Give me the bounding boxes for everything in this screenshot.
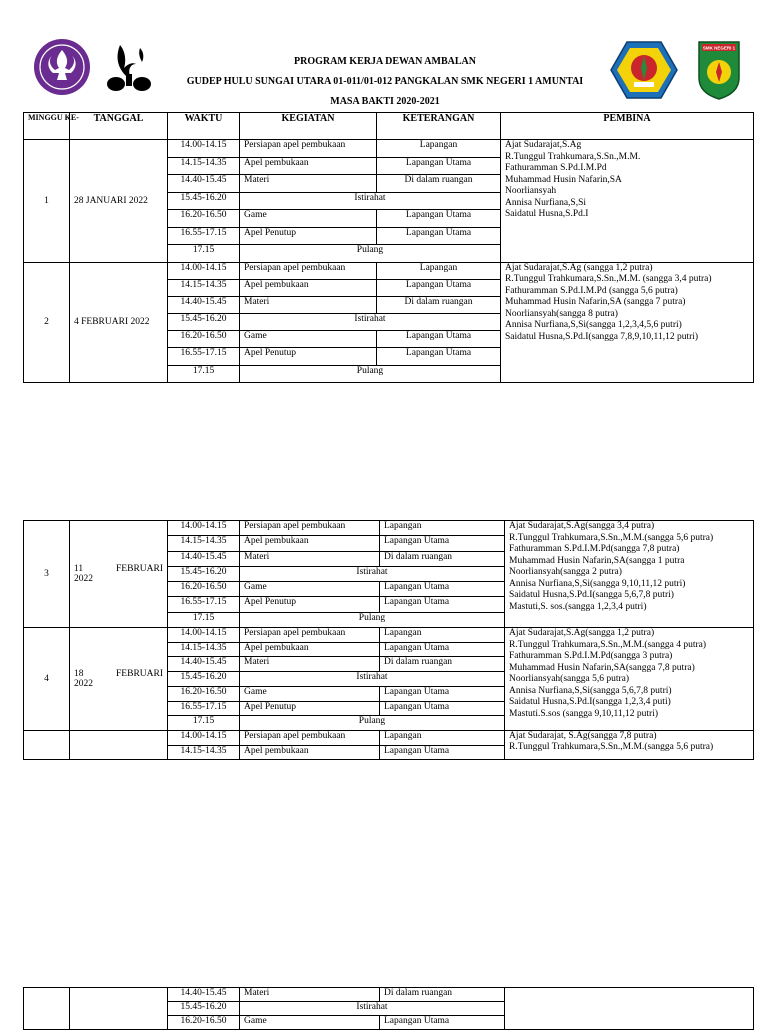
time-cell: 14.40-15.45: [168, 551, 240, 566]
table-row: [24, 988, 754, 1002]
pembina-cell: [505, 628, 754, 731]
pembina-name: Annisa Nurfiana,S,Si(sangga 5,6,7,8 putri): [509, 685, 672, 696]
pembina-cell: [501, 262, 754, 382]
week-number: [24, 730, 70, 759]
activity-cell: Apel pembukaan: [240, 642, 380, 657]
activity-cell: Apel pembukaan: [240, 279, 377, 296]
column-header-waktu: WAKTU: [168, 113, 240, 140]
week-date: [70, 628, 168, 731]
time-cell: 15.45-16.20: [168, 1002, 240, 1016]
pembina-name: Ajat Sudarajat,S.Ag(sangga 1,2 putra): [509, 628, 655, 639]
pembina-name: Mastuti.S.sos (sangga 9,10,11,12 putri): [509, 708, 659, 719]
time-cell: 14.15-14.35: [168, 279, 240, 296]
time-cell: 14.15-14.35: [168, 536, 240, 551]
activity-cell: Apel pembukaan: [240, 157, 377, 175]
activity-cell: Persiapan apel pembukaan: [240, 140, 377, 158]
activity-cell: Apel Penutup: [240, 227, 377, 245]
activity-cell: Persiapan apel pembukaan: [240, 628, 380, 643]
note-cell: Di dalam ruangan: [377, 296, 501, 313]
week-number: 4: [24, 628, 70, 731]
activity-cell: Apel pembukaan: [240, 745, 380, 760]
column-header-tanggal: TANGGAL: [70, 113, 168, 140]
note-cell: Lapangan: [380, 521, 505, 536]
merged-activity-cell: Pulang: [240, 716, 505, 731]
time-cell: 14.15-14.35: [168, 157, 240, 175]
pembina-name: Fathuramman S.Pd.I.M.Pd(sangga 7,8 putra): [509, 544, 680, 554]
week-number: [24, 988, 70, 1030]
time-cell: 17.15: [168, 612, 240, 627]
note-cell: Lapangan Utama: [377, 331, 501, 348]
table-header-row: [24, 113, 754, 140]
week-date: [70, 988, 168, 1030]
note-cell: Lapangan Utama: [377, 210, 501, 228]
column-header-keterangan: KETERANGAN: [377, 113, 501, 140]
pembina-name: Noorliansyah(sangga 2 putra): [509, 567, 622, 577]
title-line-3: MASA BAKTI 2020-2021: [330, 96, 440, 107]
week-date-line: [74, 564, 163, 574]
time-cell: 14.00-14.15: [168, 140, 240, 158]
pembina-name: R.Tunggul Trahkumara,S.Sn.,M.M.: [505, 151, 641, 162]
pembina-name: Annisa Nurfiana,S,Si(sangga 9,10,11,12 putri): [509, 578, 686, 589]
pembina-name: Muhammad Husin Nafarin,SA (sangga 7 putra): [505, 297, 686, 307]
smk-negeri-1-emblem-icon: [695, 40, 743, 100]
note-cell: Lapangan: [380, 628, 505, 643]
week-date-month: FEBRUARI: [116, 668, 163, 679]
time-cell: 14.15-14.35: [168, 642, 240, 657]
pembina-name: Ajat Sudarajat, S.Ag(sangga 7,8 putra): [509, 730, 657, 741]
activity-cell: Materi: [240, 988, 380, 1002]
time-cell: 16.20-16.50: [168, 210, 240, 228]
pembina-name: Noorliansyah(sangga 8 putra): [505, 308, 618, 319]
time-cell: 17.15: [168, 365, 240, 382]
note-cell: Lapangan: [380, 730, 505, 745]
time-cell: 16.20-16.50: [168, 1016, 240, 1030]
time-cell: 14.40-15.45: [168, 175, 240, 193]
note-cell: Lapangan Utama: [377, 157, 501, 175]
week-date-day: 11: [74, 564, 84, 575]
pembina-name: Noorliansyah(sangga 5,6 putra): [509, 674, 630, 685]
regency-emblem-icon: [610, 40, 678, 100]
time-cell: 16.20-16.50: [168, 331, 240, 348]
title-line-2: GUDEP HULU SUNGAI UTARA 01-011/01-012 PANGKALAN SMK NEGERI 1 AMUNTAI: [186, 76, 584, 87]
time-cell: 16.55-17.15: [168, 348, 240, 365]
note-cell: Lapangan: [377, 140, 501, 158]
activity-cell: Materi: [240, 551, 380, 566]
time-cell: 14.40-15.45: [168, 988, 240, 1002]
activity-cell: Materi: [240, 296, 377, 313]
activity-cell: Materi: [240, 657, 380, 672]
column-header-pembina: PEMBINA: [501, 113, 754, 140]
note-cell: Lapangan Utama: [380, 582, 505, 597]
time-cell: 17.15: [168, 716, 240, 731]
time-cell: 14.00-14.15: [168, 730, 240, 745]
table-row: [24, 730, 754, 745]
document-title: [160, 52, 610, 112]
note-cell: Di dalam ruangan: [380, 551, 505, 566]
merged-activity-cell: Istirahat: [240, 566, 505, 581]
pembina-name: Annisa Nurfiana,S,Si(sangga 1,2,3,4,5,6 putri): [505, 320, 682, 330]
merged-activity-cell: Istirahat: [240, 192, 501, 210]
schedule-table-page-3: [23, 987, 754, 1030]
time-cell: 14.40-15.45: [168, 657, 240, 672]
week-date: [70, 730, 168, 759]
time-cell: 15.45-16.20: [168, 314, 240, 331]
note-cell: Di dalam ruangan: [377, 175, 501, 193]
week-date-month: FEBRUARI: [116, 564, 163, 575]
time-cell: 16.55-17.15: [168, 597, 240, 612]
time-cell: 14.40-15.45: [168, 296, 240, 313]
merged-activity-cell: Istirahat: [240, 672, 505, 687]
activity-cell: Game: [240, 582, 380, 597]
time-cell: 15.45-16.20: [168, 672, 240, 687]
activity-cell: Persiapan apel pembukaan: [240, 730, 380, 745]
week-date: 28 JANUARI 2022: [70, 140, 168, 263]
pembina-name: Noorliansyah: [505, 186, 557, 196]
activity-cell: Apel Penutup: [240, 348, 377, 365]
merged-activity-cell: Pulang: [240, 612, 505, 627]
time-cell: 16.55-17.15: [168, 701, 240, 716]
pembina-name: Fathuramman S.Pd.I.M.Pd (sangga 5,6 putra): [505, 285, 678, 296]
table-row: [24, 521, 754, 536]
activity-cell: Apel Penutup: [240, 597, 380, 612]
pembina-name: Fathuramman S.Pd.I.M.Pd: [505, 163, 607, 173]
note-cell: Lapangan Utama: [377, 227, 501, 245]
time-cell: 14.00-14.15: [168, 262, 240, 279]
pembina-cell: [505, 730, 754, 759]
time-cell: 14.00-14.15: [168, 521, 240, 536]
week-date-year: 2022: [74, 574, 93, 585]
title-line-1: PROGRAM KERJA DEWAN AMBALAN: [294, 56, 476, 67]
activity-cell: Persiapan apel pembukaan: [240, 262, 377, 279]
note-cell: Lapangan: [377, 262, 501, 279]
pembina-name: Muhammad Husin Nafarin,SA(sangga 1 putra: [509, 555, 685, 566]
pembina-name: Mastuti,S. sos.(sangga 1,2,3,4 putri): [509, 601, 647, 612]
time-cell: 17.15: [168, 245, 240, 263]
document-header: [0, 0, 768, 110]
week-date: [70, 521, 168, 628]
pembina-name: Saidatul Husna,S.Pd.I(sangga 1,2,3,4 puti): [509, 697, 671, 708]
time-cell: 16.20-16.50: [168, 582, 240, 597]
pembina-name: R.Tunggul Trahkumara,S.Sn.,M.M. (sangga 3,4 putra): [505, 274, 712, 284]
note-cell: Lapangan Utama: [380, 745, 505, 760]
activity-cell: Apel pembukaan: [240, 536, 380, 551]
note-cell: Lapangan Utama: [380, 536, 505, 551]
note-cell: Lapangan Utama: [380, 686, 505, 701]
week-date-year: 2022: [74, 678, 93, 689]
merged-activity-cell: Istirahat: [240, 1002, 505, 1016]
time-cell: 14.15-14.35: [168, 745, 240, 760]
activity-cell: Materi: [240, 175, 377, 193]
note-cell: Lapangan Utama: [377, 348, 501, 365]
time-cell: 15.45-16.20: [168, 192, 240, 210]
merged-activity-cell: Istirahat: [240, 314, 501, 331]
activity-cell: Game: [240, 1016, 380, 1030]
activity-cell: Apel Penutup: [240, 701, 380, 716]
pembina-name: Ajat Sudarajat,S.Ag (sangga 1,2 putra): [505, 262, 653, 273]
note-cell: Di dalam ruangan: [380, 988, 505, 1002]
activity-cell: Game: [240, 331, 377, 348]
merged-activity-cell: Pulang: [240, 245, 501, 263]
pembina-name: Saidatul Husna,S.Pd.I: [505, 209, 589, 219]
pembina-name: Annisa Nurfiana,S,Si: [505, 197, 587, 208]
schedule-table-page-1: [23, 112, 754, 383]
scout-purple-logo-icon: [33, 38, 91, 96]
pembina-cell: [505, 521, 754, 628]
activity-cell: Game: [240, 210, 377, 228]
note-cell: Lapangan Utama: [380, 701, 505, 716]
note-cell: Lapangan Utama: [380, 642, 505, 657]
note-cell: Di dalam ruangan: [380, 657, 505, 672]
pembina-cell: [501, 140, 754, 263]
pembina-name: R.Tunggul Trahkumara,S.Sn.,M.M.(sangga 5,6 putra): [509, 742, 714, 753]
pembina-name: Saidatul Husna,S.Pd.I(sangga 5,6,7,8 putri): [509, 590, 674, 600]
time-cell: 14.00-14.15: [168, 628, 240, 643]
pembina-name: R.Tunggul Trahkumara,S.Sn.,M.M.(sangga 5,6 putra): [509, 532, 714, 543]
time-cell: 16.20-16.50: [168, 686, 240, 701]
week-number: 3: [24, 521, 70, 628]
pembina-cell: [505, 988, 754, 1030]
pembina-name: R.Tunggul Trahkumara,S.Sn.,M.M.(sangga 4 putra): [509, 639, 707, 650]
tunas-kelapa-logo-icon: [100, 40, 158, 98]
week-date-line: [74, 669, 163, 679]
pembina-name: Fathuramman S.Pd.I.M.Pd(sangga 3 putra): [509, 651, 673, 662]
column-header-minggu: MINGGU KE-: [24, 113, 70, 140]
activity-cell: Game: [240, 686, 380, 701]
time-cell: 16.55-17.15: [168, 227, 240, 245]
table-row: [24, 140, 754, 158]
schedule-table-page-2: [23, 520, 754, 760]
column-header-kegiatan: KEGIATAN: [240, 113, 377, 140]
pembina-name: Muhammad Husin Nafarin,SA(sangga 7,8 putra): [509, 662, 695, 673]
week-number: 2: [24, 262, 70, 382]
note-cell: Lapangan Utama: [380, 1016, 505, 1030]
week-date: 4 FEBRUARI 2022: [70, 262, 168, 382]
time-cell: 15.45-16.20: [168, 566, 240, 581]
activity-cell: Persiapan apel pembukaan: [240, 521, 380, 536]
pembina-name: Muhammad Husin Nafarin,SA: [505, 174, 622, 185]
week-date-day: 18: [74, 668, 84, 679]
note-cell: Lapangan Utama: [377, 279, 501, 296]
table-row: [24, 628, 754, 643]
pembina-name: Ajat Sudarajat,S.Ag: [505, 140, 582, 150]
merged-activity-cell: Pulang: [240, 365, 501, 382]
week-number: 1: [24, 140, 70, 263]
note-cell: Lapangan Utama: [380, 597, 505, 612]
pembina-name: Ajat Sudarajat,S.Ag(sangga 3,4 putra): [509, 521, 655, 531]
table-row: [24, 262, 754, 279]
pembina-name: Saidatul Husna,S.Pd.I(sangga 7,8,9,10,11,12 putri): [505, 331, 699, 342]
svg-text:SMK NEGERI 1: SMK NEGERI 1: [702, 45, 736, 51]
